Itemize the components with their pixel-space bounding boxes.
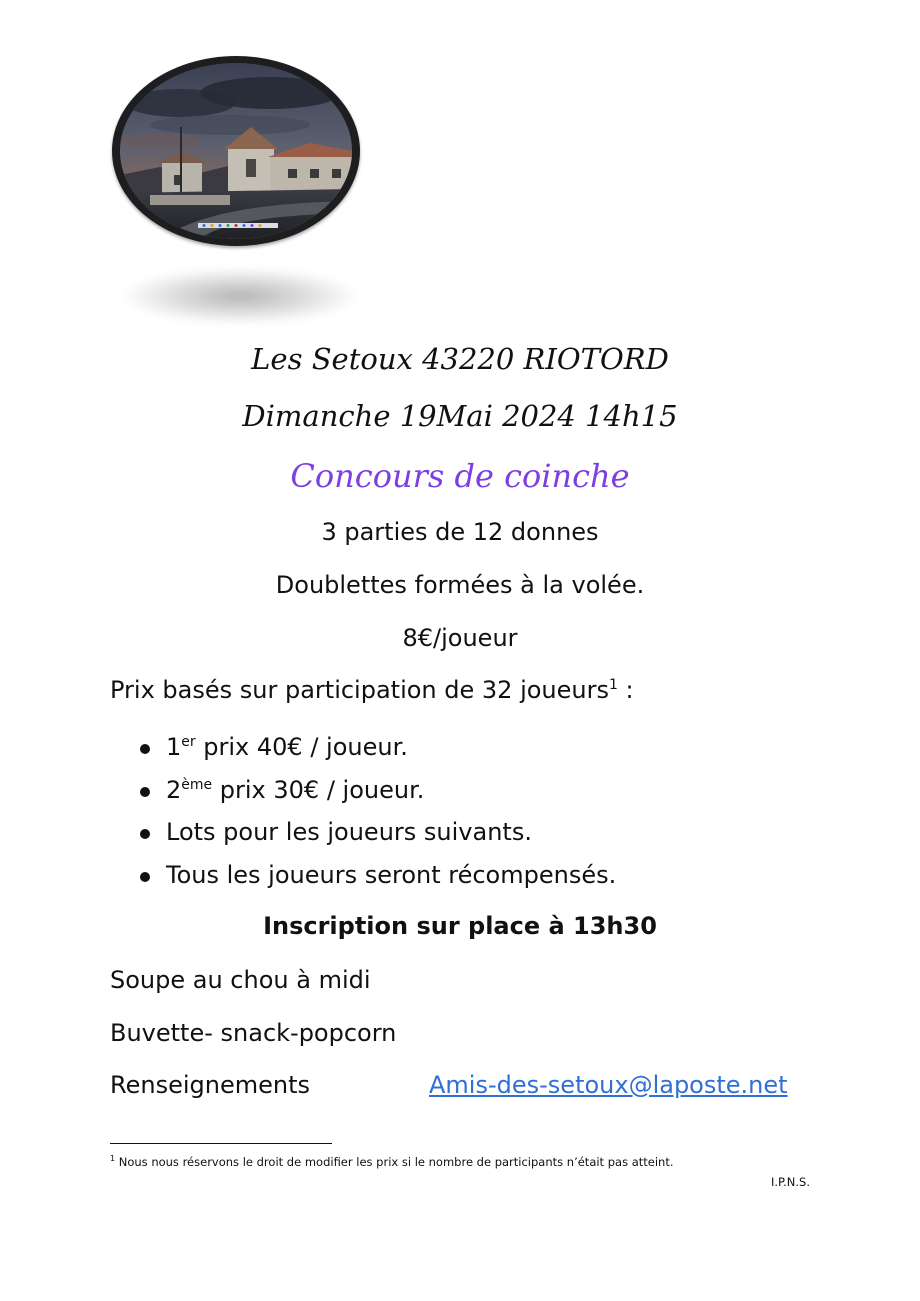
- footnote-ref[interactable]: 1: [608, 677, 618, 693]
- prize-text: prix 30€ / joueur.: [212, 775, 425, 804]
- list-item: [140, 818, 616, 861]
- list-item: [140, 776, 616, 819]
- fee-info: 8€/joueur: [402, 624, 518, 652]
- photo-image: [120, 63, 352, 239]
- footnote-divider: [110, 1143, 332, 1144]
- prize-number: 2: [166, 775, 182, 804]
- prize-number: 1: [166, 733, 182, 761]
- date-line: Dimanche 19Mai 2024 14h15: [242, 399, 678, 433]
- prize-list: [140, 733, 616, 903]
- prizes-intro: [110, 676, 634, 704]
- photo-shadow: [122, 268, 358, 324]
- prize-ordinal: ème: [181, 776, 213, 793]
- prize-ordinal: er: [181, 734, 196, 750]
- pairs-info: Doublettes formées à la volée.: [275, 571, 645, 599]
- venue-line: Les Setoux 43220 RIOTORD: [251, 342, 669, 376]
- ipns-label: I.P.N.S.: [770, 1175, 810, 1189]
- event-title: Concours de coinche: [290, 457, 630, 495]
- contact-label: Renseignements: [110, 1071, 310, 1099]
- bullet-icon: [140, 872, 150, 882]
- list-item: [140, 733, 616, 776]
- prizes-intro-text: Prix basés sur participation de 32 joueurs: [110, 676, 609, 704]
- games-info: 3 parties de 12 donnes: [321, 518, 599, 546]
- contact-email-link[interactable]: Amis-des-setoux@laposte.net: [429, 1071, 788, 1099]
- bullet-icon: [140, 829, 150, 839]
- footnote-mark: 1: [110, 1154, 116, 1164]
- bullet-icon: [140, 787, 150, 797]
- prizes-intro-suffix: :: [617, 676, 634, 704]
- list-item: [140, 861, 616, 904]
- buvette-line: Buvette- snack-popcorn: [110, 1019, 397, 1047]
- footnote: [110, 1155, 674, 1169]
- inscription-line: Inscription sur place à 13h30: [263, 912, 657, 940]
- soup-line: Soupe au chou à midi: [110, 966, 371, 994]
- prize-text: Lots pour les joueurs suivants.: [166, 818, 532, 846]
- bullet-icon: [140, 744, 150, 754]
- footnote-text: Nous nous réservons le droit de modifier les prix si le nombre de participants n’était pas atteint.: [115, 1155, 674, 1169]
- prize-text: prix 40€ / joueur.: [195, 733, 408, 761]
- village-photo: [112, 56, 360, 246]
- prize-text: Tous les joueurs seront récompensés.: [166, 860, 617, 889]
